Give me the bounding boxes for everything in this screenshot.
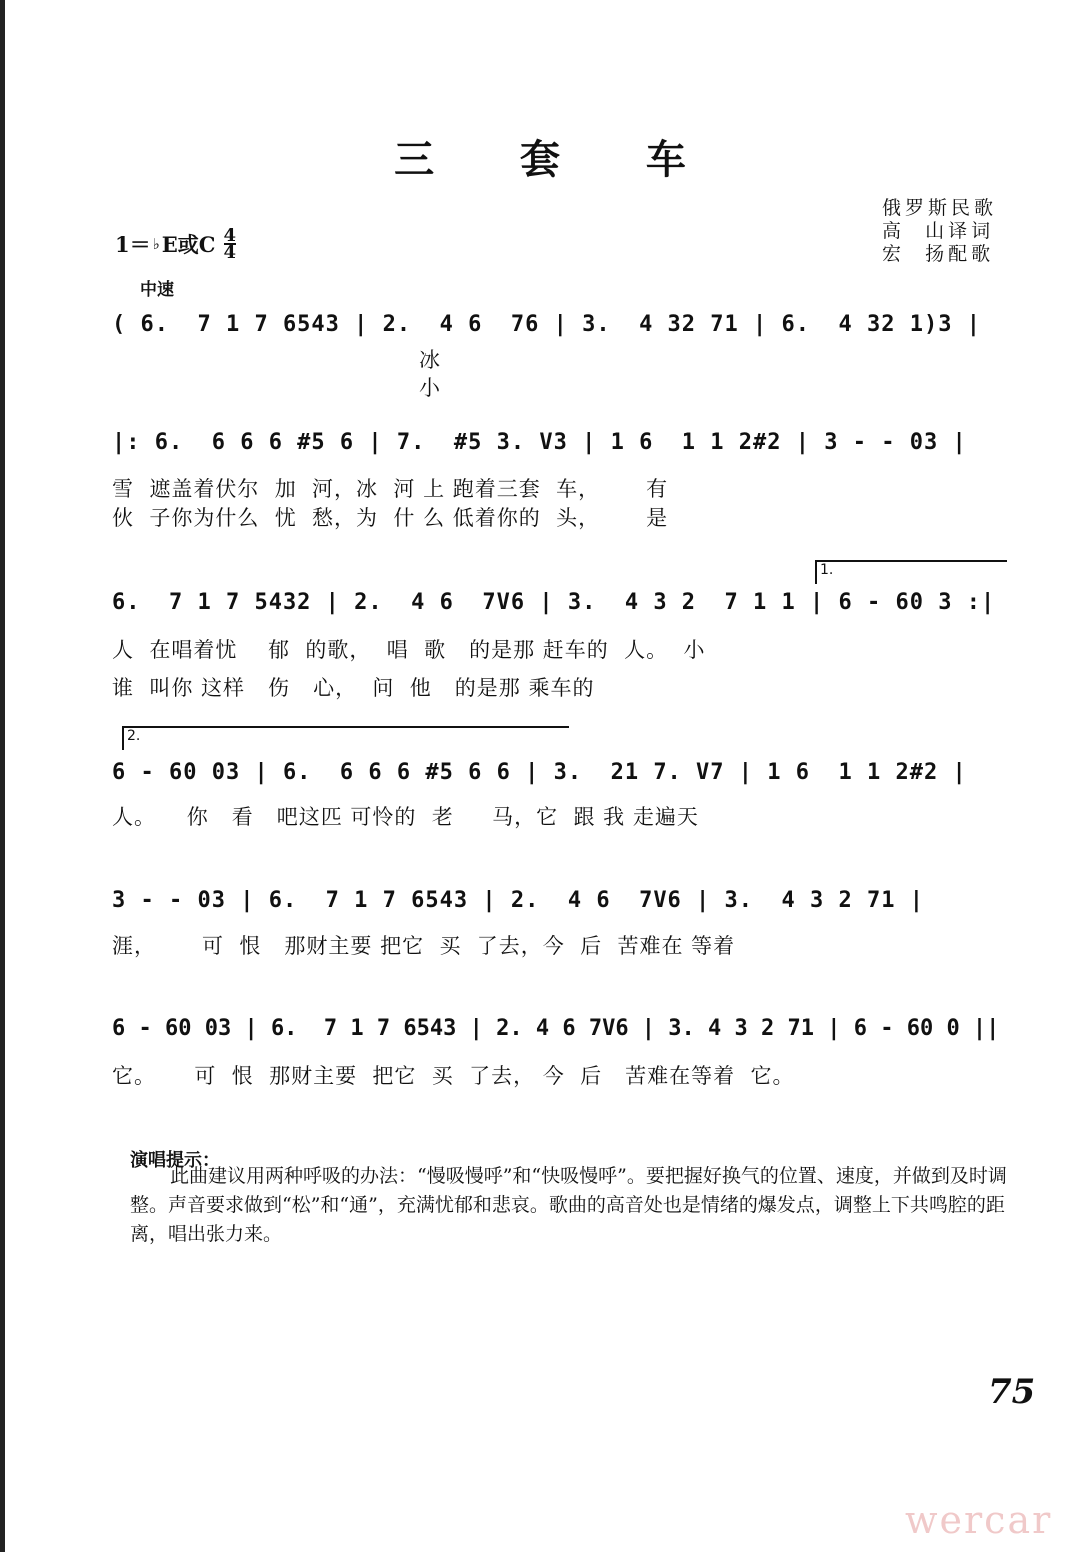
lyric-row-5-verse-1: 涯， 可 恨 那财主要 把它 买 了去，今 后 苦难在 等着 bbox=[112, 934, 736, 958]
performance-tips-text: 此曲建议用两种呼吸的办法：“慢吸慢呼”和“快吸慢呼”。要把握好换气的位置、速度，并做到及时调整。声音要求做到“松”和“通”，充满忧郁和悲哀。歌曲的高音处也是情绪的爆发点，调整上下共鸣腔的距离，唱出张力来。 bbox=[130, 1165, 1007, 1245]
page-border bbox=[0, 0, 5, 1552]
volta-label-1: 1. bbox=[820, 562, 834, 578]
lyric-row-3-verse-1: 人 在唱着忧 郁 的歌， 唱 歌 的是那 赶车的 人。 小 bbox=[112, 638, 706, 662]
lyric-row-3-verse-2: 谁 叫你 这样 伤 心， 问 他 的是那 乘车的 bbox=[112, 676, 595, 700]
watermark: wercar bbox=[905, 1498, 1053, 1542]
meter-bottom: 4 bbox=[223, 242, 236, 263]
key-prefix: 1＝ bbox=[115, 232, 151, 257]
flat-symbol: ♭ bbox=[152, 235, 160, 253]
notation-row-4: 6 - 60 03 | 6. 6 6 6 #5 6 6 | 3. 21 7. V7 | 1 6 1 1 2#2 | bbox=[112, 760, 967, 785]
notation-row-5: 3 - - 03 | 6. 7 1 7 6543 | 2. 4 6 7V6 | 3. 4 3 2 71 | bbox=[112, 888, 924, 913]
volta-bracket-2 bbox=[122, 726, 569, 750]
notation-row-2: |: 6. 6 6 6 #5 6 | 7. #5 3. V3 | 1 6 1 1 2#2 | 3 - - 03 | bbox=[112, 430, 967, 455]
time-signature bbox=[223, 225, 236, 263]
tempo-marking: 中速 bbox=[140, 280, 174, 300]
credit-arranger: 宏 扬配歌 bbox=[882, 243, 995, 265]
volta-label-2: 2. bbox=[127, 728, 141, 744]
page-number: 75 bbox=[988, 1372, 1036, 1412]
key-signature bbox=[115, 225, 236, 263]
notation-row-3: 6. 7 1 7 5432 | 2. 4 6 7V6 | 3. 4 3 2 7 1 1 | 6 - 60 3 :| bbox=[112, 590, 996, 615]
notation-row-6: 6 - 60 03 | 6. 7 1 7 6543 | 2. 4 6 7V6 | 3. 4 3 2 71 | 6 - 60 0 || bbox=[112, 1016, 1000, 1041]
key-name: E或C bbox=[161, 232, 216, 257]
lyric-row-1-verse-1: 冰 bbox=[112, 348, 442, 372]
performance-tips-heading: 演唱提示： bbox=[130, 1150, 220, 1171]
song-title: 三 套 车 bbox=[394, 136, 722, 183]
volta-bracket-1 bbox=[815, 560, 1007, 584]
song-credits bbox=[882, 197, 997, 266]
credit-origin: 俄罗斯民歌 bbox=[882, 197, 998, 219]
notation-row-1: ( 6. 7 1 7 6543 | 2. 4 6 76 | 3. 4 32 71 | 6. 4 32 1)3 | bbox=[112, 312, 981, 337]
credit-translator: 高 山译词 bbox=[882, 220, 995, 242]
lyric-row-2-verse-1: 雪 遮盖着伏尔 加 河，冰 河 上 跑着三套 车， 有 bbox=[112, 477, 669, 501]
lyric-row-2-verse-2: 伙 子你为什么 忧 愁，为 什 么 低着你的 头， 是 bbox=[112, 506, 669, 530]
meter-top: 4 bbox=[223, 225, 236, 246]
lyric-row-4-verse-1: 人。 你 看 吧这匹 可怜的 老 马，它 跟 我 走遍天 bbox=[112, 805, 699, 829]
lyric-row-1-verse-2: 小 bbox=[112, 376, 442, 400]
lyric-row-6-verse-1: 它。 可 恨 那财主要 把它 买 了去， 今 后 苦难在等着 它。 bbox=[112, 1064, 795, 1088]
